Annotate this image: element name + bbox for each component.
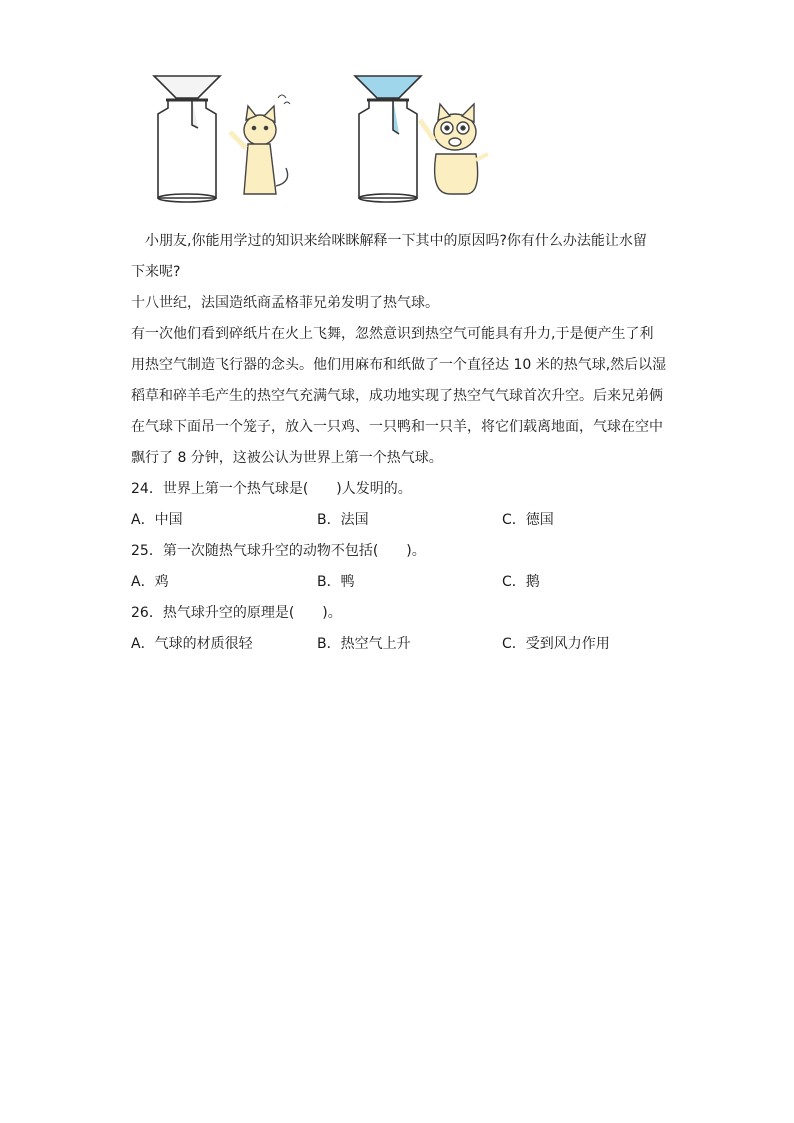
- question-25-option-b[interactable]: B．鸭: [317, 574, 355, 590]
- passage-line-3: 用热空气制造飞行器的念头。他们用麻布和纸做了一个直径达 10 米的热气球,然后以湿: [131, 357, 667, 373]
- question-24-options: [131, 505, 671, 536]
- intro-line-2: 下来呢?: [131, 264, 181, 280]
- funnel-bottle-water-icon: [355, 76, 421, 202]
- question-26-option-a[interactable]: A．气球的材质很轻: [131, 636, 253, 652]
- question-24-stem: 24．世界上第一个热气球是( )人发明的。: [131, 481, 412, 497]
- passage-line-5: 在气球下面吊一个笼子，放入一只鸡、一只鸭和一只羊，将它们载离地面，气球在空中: [131, 419, 663, 435]
- question-26-options: [131, 629, 671, 660]
- question-25-options: [131, 567, 671, 598]
- passage-line-4: 稻草和碎羊毛产生的热空气充满气球，成功地实现了热空气气球首次升空。后来兄弟俩: [131, 388, 663, 404]
- question-25-option-a[interactable]: A．鸡: [131, 574, 169, 590]
- question-26-option-c[interactable]: C．受到风力作用: [502, 636, 610, 652]
- surprised-cat-icon: [420, 104, 488, 194]
- funnel-bottle-cat-illustration: [150, 70, 510, 220]
- question-24-option-c[interactable]: C．德国: [502, 512, 554, 528]
- question-25-option-c[interactable]: C．鹅: [502, 574, 540, 590]
- question-26-option-b[interactable]: B．热空气上升: [317, 636, 411, 652]
- passage-line-6: 飘行了 8 分钟，这被公认为世界上第一个热气球。: [131, 450, 443, 466]
- question-24-option-b[interactable]: B．法国: [317, 512, 369, 528]
- cat-icon: [230, 95, 290, 194]
- content-block: [131, 226, 671, 660]
- funnel-bottle-icon: [154, 76, 220, 202]
- question-24-option-a[interactable]: A．中国: [131, 512, 183, 528]
- passage-line-2: 有一次他们看到碎纸片在火上飞舞，忽然意识到热空气可能具有升力,于是便产生了利: [131, 326, 654, 342]
- question-25-stem: 25．第一次随热气球升空的动物不包括( )。: [131, 543, 426, 559]
- passage-line-1: 十八世纪，法国造纸商孟格菲兄弟发明了热气球。: [131, 295, 439, 311]
- intro-line-1: 小朋友,你能用学过的知识来给咪眯解释一下其中的原因吗?你有什么办法能让水留: [145, 233, 647, 249]
- question-26-stem: 26．热气球升空的原理是( )。: [131, 605, 342, 621]
